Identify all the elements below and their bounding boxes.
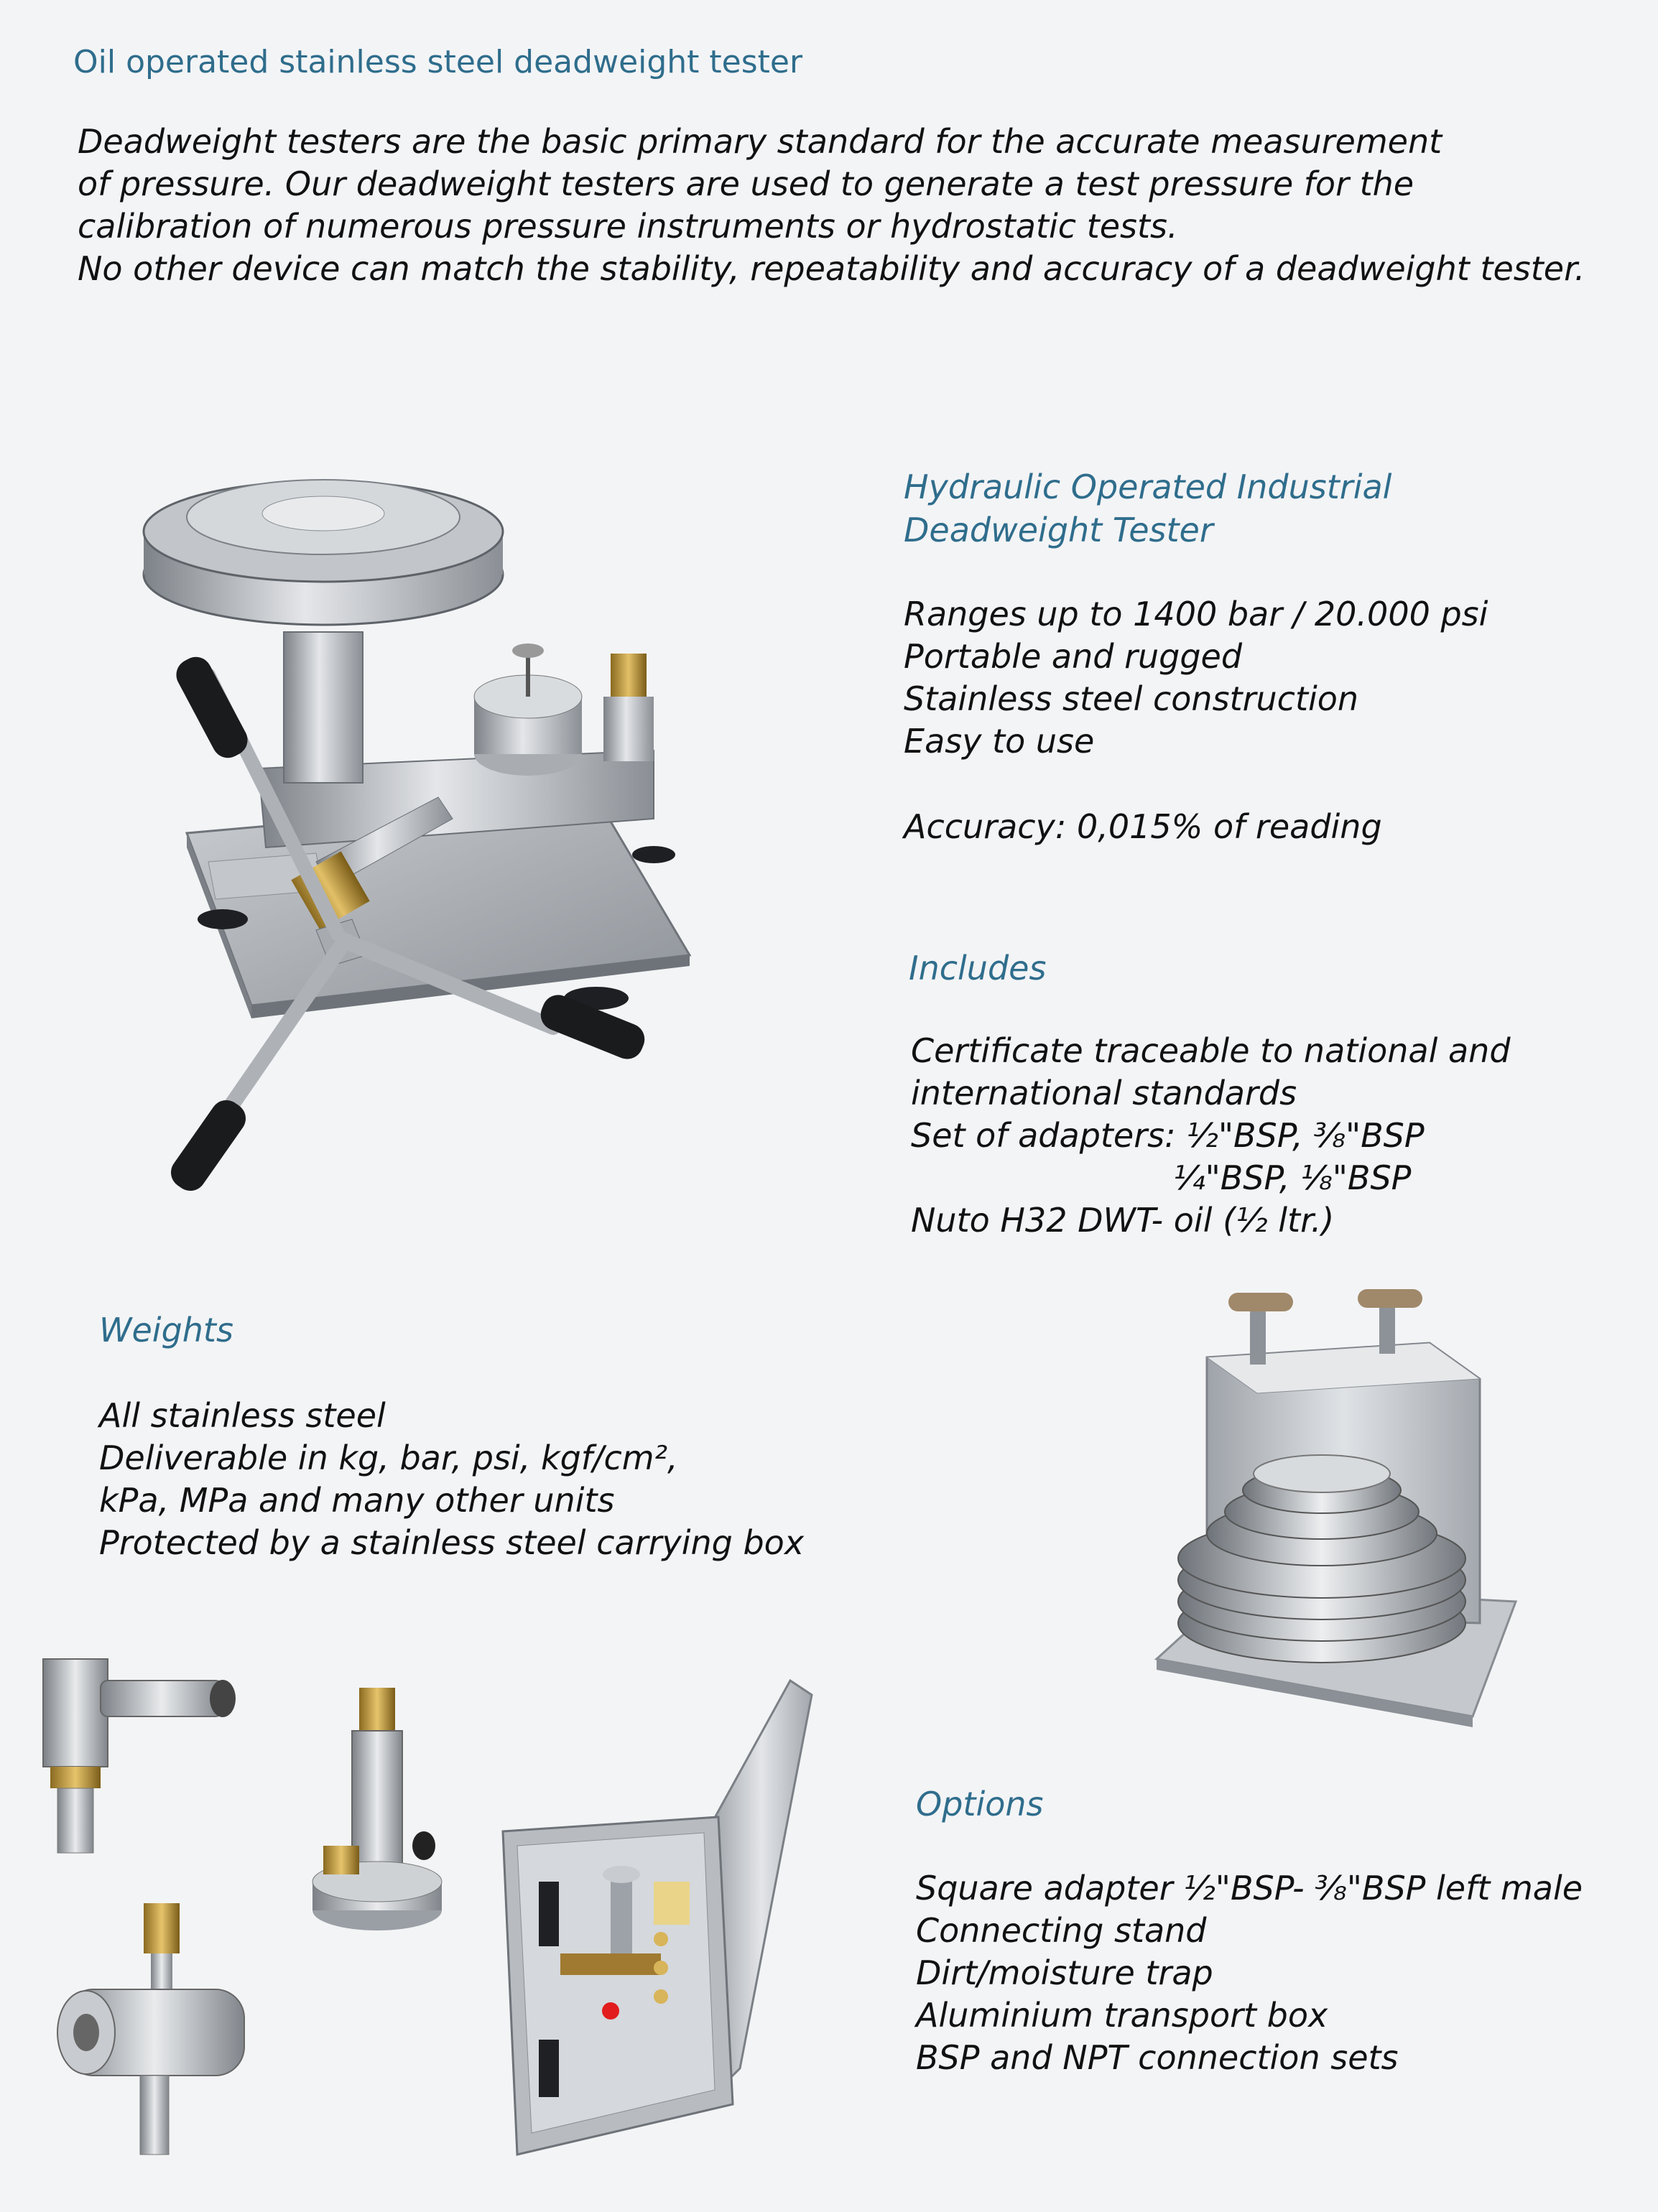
weights-item: Deliverable in kg, bar, psi, kgf/cm², (99, 1439, 678, 1477)
intro-line: Deadweight testers are the basic primary standard for the accurate measurement (78, 122, 1442, 161)
feature-item: Portable and rugged (904, 637, 1243, 676)
includes-heading: Includes (909, 949, 1047, 988)
deadweight-tester-photo (136, 460, 747, 1207)
options-item: Aluminium transport box (916, 1996, 1328, 2035)
weights-item: kPa, MPa and many other units (99, 1481, 615, 1520)
product-heading (904, 465, 1391, 552)
includes-list (911, 1030, 1511, 1242)
options-heading: Options (916, 1785, 1044, 1823)
options-list (916, 1867, 1583, 2079)
weights-list (99, 1395, 804, 1564)
feature-list (904, 593, 1488, 763)
includes-item: international standards (911, 1074, 1297, 1112)
includes-item: Nuto H32 DWT- oil (½ ltr.) (911, 1201, 1335, 1240)
weights-heading: Weights (99, 1311, 233, 1349)
options-item: BSP and NPT connection sets (916, 2038, 1399, 2077)
feature-item: Ranges up to 1400 bar / 20.000 psi (904, 595, 1488, 633)
adapters-photo (22, 1630, 481, 2190)
intro-line: calibration of numerous pressure instruments or hydrostatic tests. (78, 207, 1178, 246)
includes-item: ¼"BSP, ⅛"BSP (1173, 1158, 1412, 1197)
options-item: Dirt/moisture trap (916, 1953, 1213, 1992)
includes-item: Certificate traceable to national and (911, 1031, 1511, 1070)
transport-box-photo (488, 1666, 833, 2169)
intro-line: of pressure. Our deadweight testers are used to generate a test pressure for the (78, 164, 1414, 203)
intro-paragraph (78, 121, 1585, 290)
feature-item: Stainless steel construction (904, 679, 1359, 718)
product-heading-line: Deadweight Tester (904, 511, 1213, 549)
accuracy-text: Accuracy: 0,015% of reading (904, 807, 1382, 846)
weights-item: All stainless steel (99, 1396, 386, 1435)
weights-box-photo (1142, 1286, 1530, 1781)
weights-item: Protected by a stainless steel carrying box (99, 1523, 805, 1562)
page-title: Oil operated stainless steel deadweight tester (73, 44, 803, 80)
options-item: Square adapter ½"BSP- ⅜"BSP left male (916, 1869, 1583, 1907)
options-item: Connecting stand (916, 1911, 1207, 1950)
feature-item: Easy to use (904, 722, 1095, 761)
product-heading-line: Hydraulic Operated Industrial (904, 468, 1392, 506)
intro-line: No other device can match the stability, repeatability and accuracy of a deadweight tester. (78, 249, 1585, 288)
includes-item: Set of adapters: ½"BSP, ⅜"BSP (911, 1116, 1425, 1155)
